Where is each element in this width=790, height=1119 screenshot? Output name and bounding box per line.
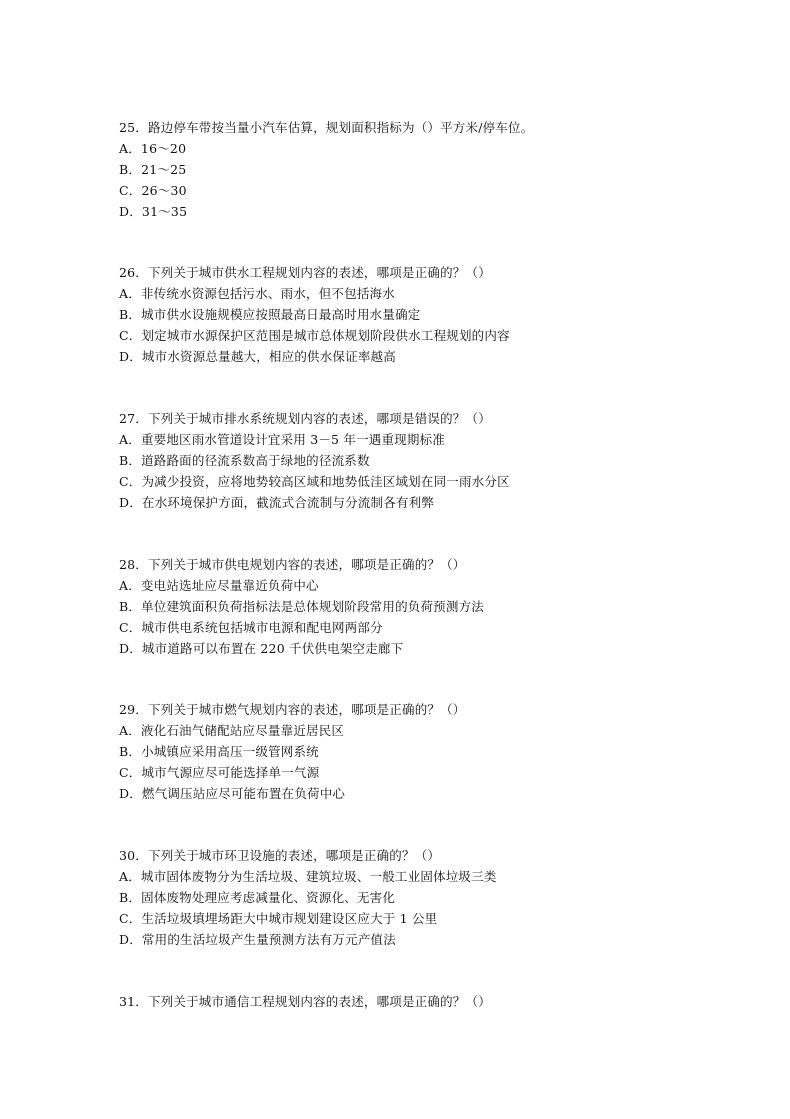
question-26 [119, 262, 739, 367]
option-c: C．划定城市水源保护区范围是城市总体规划阶段供水工程规划的内容 [119, 328, 510, 343]
question-stem: 28．下列关于城市供电规划内容的表述，哪项是正确的？（） [119, 557, 466, 572]
question-31 [119, 991, 739, 1012]
option-a: A．液化石油气储配站应尽量靠近居民区 [119, 723, 345, 738]
option-c: C．为减少投资，应将地势较高区域和地势低洼区域划在同一雨水分区 [119, 474, 510, 489]
option-c: C．城市供电系统包括城市电源和配电网两部分 [119, 620, 383, 635]
option-a: A．16～20 [119, 141, 187, 156]
option-a: A．重要地区雨水管道设计宜采用 3－5 年一遇重现期标准 [119, 432, 445, 447]
option-d: D．31～35 [119, 204, 188, 219]
question-29 [119, 699, 739, 804]
option-b: B．固体废物处理应考虑减量化、资源化、无害化 [119, 890, 396, 905]
option-b: B．21～25 [119, 162, 187, 177]
option-b: B．道路路面的径流系数高于绿地的径流系数 [119, 453, 370, 468]
question-28 [119, 554, 739, 659]
option-a: A．非传统水资源包括污水、雨水，但不包括海水 [119, 286, 395, 301]
option-d: D．常用的生活垃圾产生量预测方法有万元产值法 [119, 932, 396, 947]
option-d: D．城市道路可以布置在 220 千伏供电架空走廊下 [119, 641, 404, 656]
question-25 [119, 117, 739, 222]
question-27 [119, 408, 739, 513]
option-c: C．26～30 [119, 183, 187, 198]
question-stem: 25．路边停车带按当量小汽车估算，规划面积指标为（）平方米/停车位。 [119, 120, 534, 135]
question-30 [119, 845, 739, 950]
question-stem: 29．下列关于城市燃气规划内容的表述，哪项是正确的？（） [119, 702, 466, 717]
option-b: B．单位建筑面积负荷指标法是总体规划阶段常用的负荷预测方法 [119, 599, 484, 614]
question-stem: 26．下列关于城市供水工程规划内容的表述，哪项是正确的？（） [119, 265, 491, 280]
option-b: B．小城镇应采用高压一级管网系统 [119, 744, 319, 759]
option-d: D．在水环境保护方面，截流式合流制与分流制各有利弊 [119, 495, 435, 510]
option-d: D．燃气调压站应尽可能布置在负荷中心 [119, 786, 346, 801]
question-stem: 27．下列关于城市排水系统规划内容的表述，哪项是错误的？（） [119, 411, 491, 426]
option-a: A．城市固体废物分为生活垃圾、建筑垃圾、一般工业固体垃圾三类 [119, 869, 497, 884]
option-d: D．城市水资源总量越大，相应的供水保证率越高 [119, 349, 396, 364]
option-c: C．城市气源应尽可能选择单一气源 [119, 765, 320, 780]
option-b: B．城市供水设施规模应按照最高日最高时用水量确定 [119, 307, 421, 322]
question-stem: 31．下列关于城市通信工程规划内容的表述，哪项是正确的？（） [119, 994, 491, 1009]
option-c: C．生活垃圾填埋场距大中城市规划建设区应大于 1 公里 [119, 911, 438, 926]
option-a: A．变电站选址应尽量靠近负荷中心 [119, 578, 319, 593]
question-stem: 30．下列关于城市环卫设施的表述，哪项是正确的？（） [119, 848, 441, 863]
